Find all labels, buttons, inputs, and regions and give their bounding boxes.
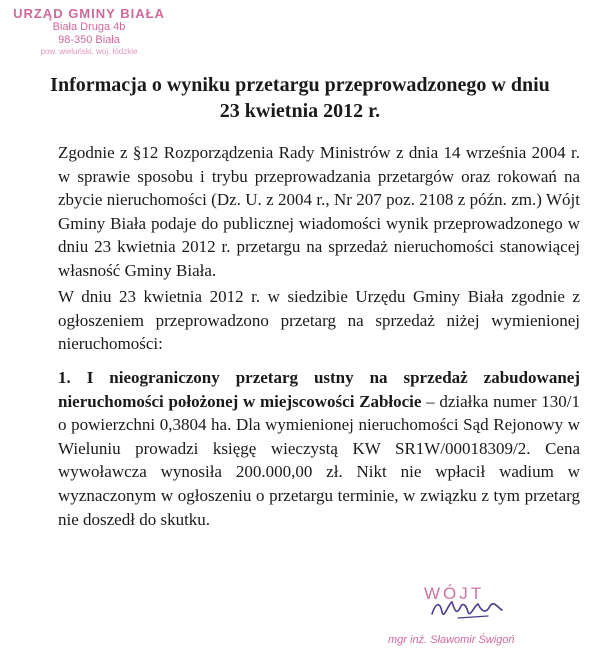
title-line-2: 23 kwietnia 2012 r. xyxy=(219,100,381,122)
document-title xyxy=(40,72,560,124)
signature-name: mgr inż. Sławomir Świgoń xyxy=(388,634,515,646)
office-stamp xyxy=(4,6,174,57)
item-heading: 1. I nieograniczony przetarg ustny na sprzedaż zabudowanej nieruchomości położonej w miejscowości Zabłocie xyxy=(58,368,580,411)
stamp-postal: 98-350 Biała xyxy=(58,34,120,46)
paragraph-legal-basis: Zgodnie z §12 Rozporządzenia Rady Ministrów z dnia 14 września 2004 r. w sprawie sposobu i trybu przeprowadzania przetargów oraz rokowań na zbycie nieruchomości (Dz. U. z 2004 r., Nr 207 poz. 2108 z późn. zm.) Wójt Gminy Biała podaje do publicznej wiadomości wynik przeprowadzonego w dniu 23 kwietnia 2012 r. przetargu na sprzedaż nieruchomości stanowiącej własność Gminy Biała. xyxy=(58,143,580,280)
stamp-street: Biała Druga 4b xyxy=(52,21,126,33)
stamp-region: pow. wieluński, woj. łódzkie xyxy=(40,47,138,56)
stamp-office-name: URZĄD GMINY BIAŁA xyxy=(13,6,165,21)
signature-block xyxy=(380,584,580,656)
item-details: – działka numer 130/1 o powierzchni 0,3804 ha. Dla wymienionej nieruchomości Sąd Rejonowy w Wieluniu prowadzi księgę wieczystą KW SR1W/00018309/2. Cena wywoławcza wynosiła 200.000,00 zł. Nikt nie wpłacił wadium w wyznaczonym w ogłoszeniu o przetargu terminie, w związku z tym przetarg nie doszedł do skutku. xyxy=(58,391,580,529)
paragraph-auction-date: W dniu 23 kwietnia 2012 r. w siedzibie Urzędu Gminy Biała zgodnie z ogłoszeniem przeprowadzono przetarg na sprzedaż niżej wymienionej nieruchomości: xyxy=(58,287,580,354)
handwritten-signature xyxy=(428,594,508,624)
paragraph-auction-item xyxy=(58,366,580,531)
title-line-1: Informacja o wyniku przetargu przeprowadzonego w dniu xyxy=(50,74,550,96)
signature-role: WÓJT xyxy=(424,584,485,603)
